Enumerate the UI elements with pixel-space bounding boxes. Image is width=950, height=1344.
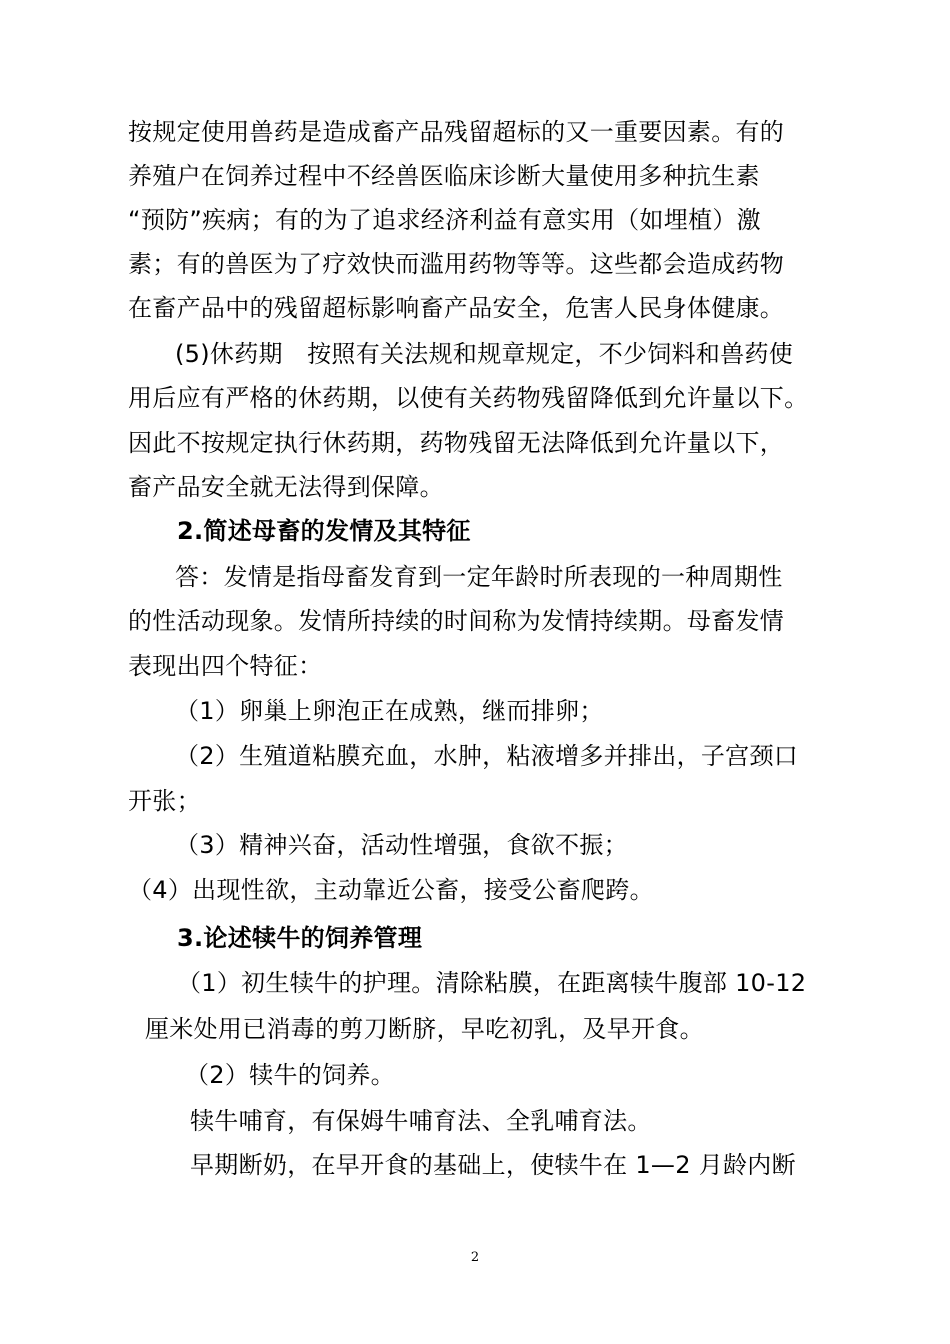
body-line-21: 厘米处用已消毒的剪刀断脐，早吃初乳，及早开食。 [145,1015,704,1043]
list-item-3: （3）精神兴奋，活动性增强，食欲不振； [175,831,628,859]
body-line-3: “预防”疾病；有的为了追求经济利益有意实用（如埋植）激 [128,206,761,234]
body-line-5: 在畜产品中的残留超标影响畜产品安全，危害人民身体健康。 [128,294,785,322]
body-line-6: (5)休药期 按照有关法规和规章规定，不少饲料和兽药使 [175,340,794,368]
section-heading-3: 3.论述犊牛的饲养管理 [177,924,423,952]
body-line-12: 的性活动现象。发情所持续的时间称为发情持续期。母畜发情 [128,607,785,635]
body-line-7: 用后应有严格的休药期，以使有关药物残留降低到允许量以下。 [128,384,809,412]
body-line-4: 素；有的兽医为了疗效快而滥用药物等等。这些都会造成药物 [128,250,785,278]
body-line-8: 因此不按规定执行休药期，药物残留无法降低到允许量以下， [128,429,785,457]
list-item-2-continued: 开张； [128,787,201,815]
section-heading-2: 2.简述母畜的发情及其特征 [177,517,471,545]
body-line-2: 养殖户在饲养过程中不经兽医临床诊断大量使用多种抗生素 [128,162,760,190]
page-number: 2 [470,1250,480,1265]
body-line-9: 畜产品安全就无法得到保障。 [128,473,444,501]
body-line-11: 答：发情是指母畜发育到一定年龄时所表现的一种周期性 [175,563,783,591]
body-line-22: （2）犊牛的饲养。 [185,1061,395,1089]
body-line-23: 犊牛哺育，有保姆牛哺育法、全乳哺育法。 [190,1107,652,1135]
list-item-2: （2）生殖道粘膜充血，水肿，粘液增多并排出，子宫颈口 [175,742,799,770]
body-line-20: （1）初生犊牛的护理。清除粘膜，在距离犊牛腹部 10-12 [177,969,807,997]
list-item-1: （1）卵巢上卵泡正在成熟，继而排卵； [175,697,604,725]
body-line-13: 表现出四个特征： [128,652,323,680]
body-line-1: 按规定使用兽药是造成畜产品残留超标的又一重要因素。有的 [128,118,785,146]
body-line-24: 早期断奶，在早开食的基础上，使犊牛在 1—2 月龄内断 [190,1151,796,1179]
list-item-4: （4）出现性欲，主动靠近公畜，接受公畜爬跨。 [128,876,654,904]
